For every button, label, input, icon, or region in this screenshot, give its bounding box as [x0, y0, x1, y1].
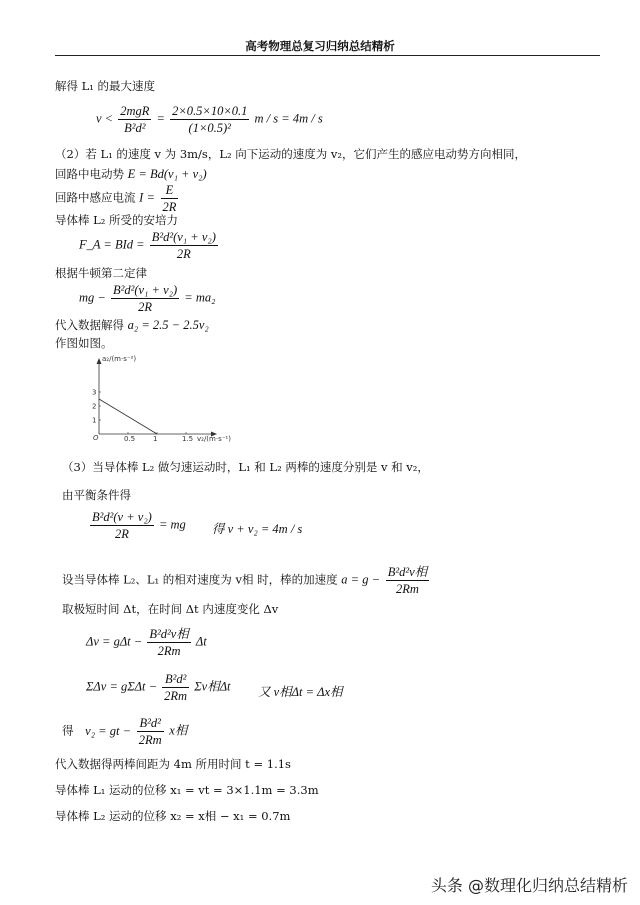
- relative-displacement-note: 又 v相Δt = Δx相: [258, 685, 343, 699]
- relative-velocity-line: 设当导体棒 L₂、L₁ 的相对速度为 v相 时，棒的加速度 a = g − $\frac{\text{B²d²v相}}{2Rm}$: [62, 565, 428, 596]
- l2-displacement-line: 导体棒 L₂ 运动的位移 x₂ = x相 − x₁ = 0.7m: [55, 809, 291, 823]
- y-tick-label: 2: [92, 402, 97, 411]
- summation-equation: ΣΔv = gΣΔt − $\frac{\text{B²d²}}{2Rm}$ Σv相Δt: [86, 672, 231, 703]
- fraction: $\frac{\text{2mgR}}{\text{B²d²}}$: [120, 104, 150, 135]
- x-axis-label: v₂/(m·s⁻¹): [197, 435, 231, 443]
- time-result-line: 代入数据得两棒间距为 4m 所用时间 t = 1.1s: [55, 757, 291, 771]
- balance-equation: $\frac{\text{B²d²(v + v₂)}}{2R}$ = mg: [92, 510, 186, 541]
- part2-condition: （2）若 L₁ 的速度 v 为 3m/s，L₂ 向下运动的速度为 v₂，它们产生的感应电动势方向相同，: [55, 147, 526, 161]
- x-tick-label: 1: [153, 435, 158, 443]
- part3-condition: （3）当导体棒 L₂ 做匀速运动时，L₁ 和 L₂ 两棒的速度分别是 v 和 v₂，: [62, 460, 429, 474]
- ampere-force-label: 导体棒 L₂ 所受的安培力: [55, 213, 179, 227]
- balance-label: 由平衡条件得: [62, 488, 131, 502]
- current-line: 回路中感应电流 I = $\frac{E}{2R}$: [55, 183, 177, 214]
- y-tick-label: 3: [92, 388, 97, 397]
- velocity-change-equation: Δv = gΔt − $\frac{\text{B²d²v相}}{2Rm}$ Δt: [86, 627, 207, 658]
- ampere-force-equation: F_A = BId = $\frac{\text{B²d²(v₁ + v₂)}}{2R}$: [79, 230, 216, 261]
- header-rule: [55, 55, 600, 56]
- x-tick-label: 0.5: [124, 435, 136, 443]
- y-axis-label: a₂/(m·s⁻²): [102, 355, 137, 363]
- balance-result: 得 v + v₂ = 4m / s: [212, 522, 303, 536]
- page-header-title: 高考物理总复习归纳总结精析: [245, 39, 395, 53]
- x-tick-label: 1.5: [182, 435, 194, 443]
- emf-line: 回路中电动势 E = Bd(v₁ + v₂): [55, 167, 207, 181]
- small-time-line: 取极短时间 Δt，在时间 Δt 内速度变化 Δv: [62, 602, 279, 616]
- graph-caption: 作图如图。: [55, 336, 113, 350]
- fraction: $\frac{2\times 0.5\times 10\times 0.1}{\text{(1×0.5)²}}$: [172, 104, 248, 135]
- max-speed-equation: v < $\frac{\text{2mgR}}{\text{B²d²}}$ = $\frac{2\times 0.5\times 10\times 0.1}{\text{(1×0.5)²}}$ m / s = 4m / s: [96, 104, 323, 135]
- acceleration-velocity-graph: [85, 352, 245, 447]
- newton-law-equation: mg − $\frac{\text{B²d²(v₁ + v₂)}}{2R}$ = ma₂: [79, 283, 216, 314]
- y-axis-arrow-icon: [97, 358, 102, 364]
- y-tick-label: 1: [92, 416, 97, 425]
- origin-label: O: [93, 434, 99, 442]
- newton-law-label: 根据牛顿第二定律: [55, 266, 147, 280]
- max-speed-intro: 解得 L₁ 的最大速度: [55, 79, 156, 93]
- substitution-line: 代入数据解得 a₂ = 2.5 − 2.5v₂: [55, 318, 209, 332]
- data-line: [99, 399, 157, 434]
- l1-displacement-line: 导体棒 L₁ 运动的位移 x₁ = vt = 3×1.1m = 3.3m: [55, 783, 319, 797]
- result-equation: 得 v₂ = gt − $\frac{\text{B²d²}}{2Rm}$ x相: [62, 716, 188, 747]
- watermark: 头条 @数理化归纳总结精析: [430, 876, 628, 895]
